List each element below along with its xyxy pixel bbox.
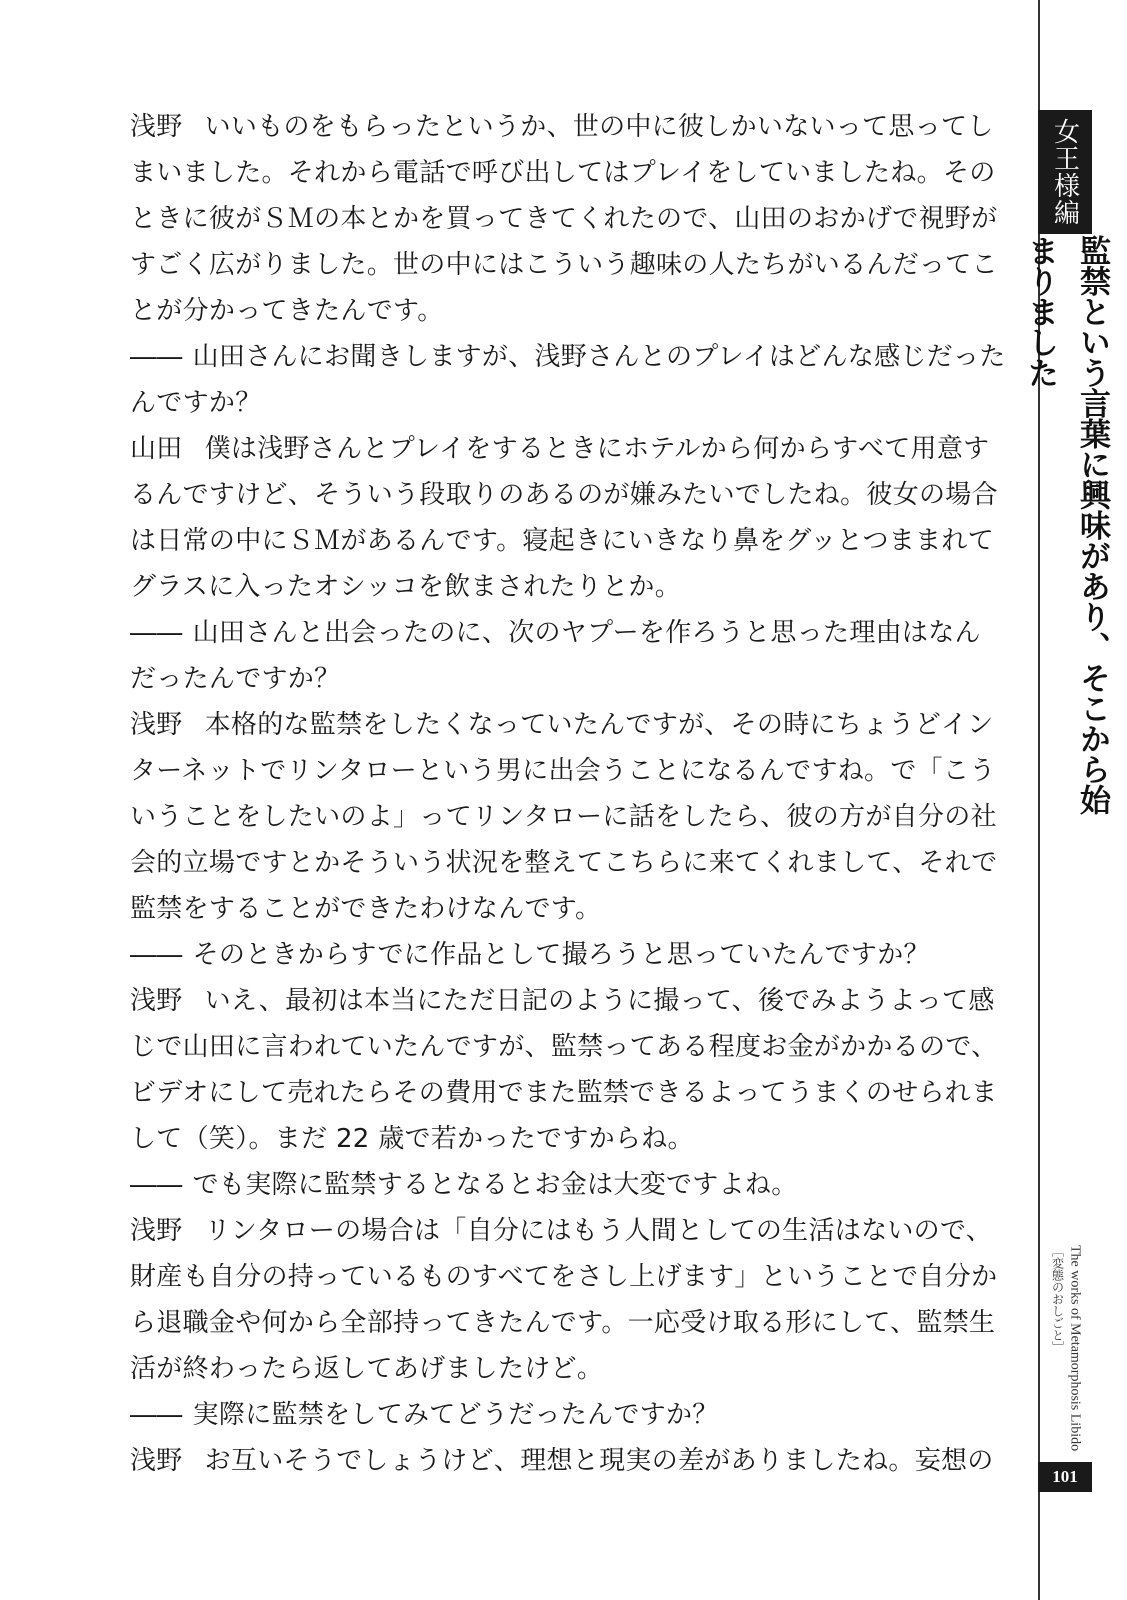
line-text: 会的立場ですとかそういう状況を整えてこちらに来てくれまして、それで xyxy=(130,848,998,878)
line-text: まいました。それから電話で呼び出してはプレイをしていましたね。その xyxy=(130,158,996,188)
chapter-title: 監禁という言葉に興味があり、そこから始まりました xyxy=(1022,235,1110,815)
text-line xyxy=(130,886,990,932)
text-line xyxy=(130,104,994,150)
line-text: でも実際に監禁するとなるとお金は大変ですよね。 xyxy=(192,1170,798,1200)
line-text: 本格的な監禁をしたくなっていたんですが、その時にちょうどイン xyxy=(204,710,994,740)
interviewer-dash: ―― xyxy=(130,1400,183,1430)
running-title-jp: ［変態のおしごと］ xyxy=(1050,1245,1065,1353)
text-line xyxy=(130,610,990,656)
speaker-name: 浅野 xyxy=(130,1216,183,1246)
line-text: ら退職金や何から全部持ってきたんです。一応受け取る形にして、監禁生 xyxy=(130,1308,996,1338)
interviewer-dash: ―― xyxy=(130,1170,183,1200)
text-line xyxy=(130,978,995,1024)
text-line xyxy=(130,380,990,426)
text-line xyxy=(130,242,998,288)
text-line xyxy=(130,1300,996,1346)
line-text: 活が終わったら返してあげましたけど。 xyxy=(130,1354,604,1384)
speaker-name: 浅野 xyxy=(130,1446,183,1476)
interviewer-dash: ―― xyxy=(130,940,183,970)
line-text: リンタローの場合は「自分にはもう人間としての生活はないので、 xyxy=(204,1216,993,1246)
text-line xyxy=(130,196,998,242)
speaker-name: 浅野 xyxy=(130,986,183,1016)
text-line xyxy=(130,840,998,886)
section-label: 女王様編 xyxy=(1049,118,1080,226)
text-line xyxy=(130,426,990,472)
line-text: グラスに入ったオシッコを飲まされたりとか。 xyxy=(130,572,682,602)
text-line xyxy=(130,748,996,794)
text-line xyxy=(130,1438,994,1484)
text-line xyxy=(130,1254,998,1300)
text-line xyxy=(130,1116,990,1162)
line-text: そのときからすでに作品として撮ろうと思っていたんですか？ xyxy=(192,940,930,970)
line-text: すごく広がりました。世の中にはこういう趣味の人たちがいるんだってこ xyxy=(130,250,998,280)
interview-body-text xyxy=(130,104,1006,1484)
text-line xyxy=(130,1162,990,1208)
text-line xyxy=(130,334,1006,380)
line-text: お互いそうでしょうけど、理想と現実の差がありましたね。妄想の xyxy=(204,1446,994,1476)
text-line xyxy=(130,288,990,334)
text-line xyxy=(130,1024,998,1070)
line-text: んですか？ xyxy=(130,388,262,418)
text-line xyxy=(130,1392,990,1438)
text-line xyxy=(130,564,990,610)
speaker-name: 浅野 xyxy=(130,112,183,142)
interviewer-dash: ―― xyxy=(130,618,183,648)
line-text: じで山田に言われていたんですが、監禁ってある程度お金がかかるので、 xyxy=(130,1032,998,1062)
chapter-title-column xyxy=(1022,235,1110,815)
line-text: 監禁をすることができたわけなんです。 xyxy=(130,894,602,924)
text-line xyxy=(130,1346,990,1392)
text-line xyxy=(130,1208,993,1254)
line-text: 財産も自分の持っているものすべてをさし上げます」ということで自分か xyxy=(130,1262,998,1292)
line-text: とが分かってきたんです。 xyxy=(130,296,444,326)
line-text: 僕は浅野さんとプレイをするときにホテルから何からすべて用意す xyxy=(204,434,990,464)
text-line xyxy=(130,518,995,564)
text-line xyxy=(130,794,997,840)
text-line xyxy=(130,656,990,702)
running-title-en: The works of Metamorphosis Libido xyxy=(1067,1245,1083,1452)
text-line xyxy=(130,702,994,748)
interviewer-dash: ―― xyxy=(130,342,183,372)
text-line xyxy=(130,932,990,978)
line-text: いいものをもらったというか、世の中に彼しかいないって思ってし xyxy=(204,112,994,142)
line-text: いうことをしたいのよ」ってリンタローに話をしたら、彼の方が自分の社 xyxy=(130,802,997,832)
text-line xyxy=(130,1070,998,1116)
speaker-name: 山田 xyxy=(130,434,183,464)
line-text: 山田さんにお聞きしますが、浅野さんとのプレイはどんな感じだった xyxy=(192,342,1006,372)
line-text: 山田さんと出会ったのに、次のヤプーを作ろうと思った理由はなん xyxy=(192,618,981,648)
line-text: ときに彼がＳＭの本とかを買ってきてくれたので、山田のおかげで視野が xyxy=(130,204,998,234)
line-text: ビデオにして売れたらその費用でまた監禁できるよってうまくのせられま xyxy=(130,1078,998,1108)
page-number-box xyxy=(1038,1462,1092,1492)
line-text: だったんですか？ xyxy=(130,664,341,694)
section-label-box xyxy=(1038,110,1092,234)
speaker-name: 浅野 xyxy=(130,710,183,740)
line-text: いえ、最初は本当にただ日記のように撮って、後でみようよって感 xyxy=(204,986,995,1016)
line-text: るんですけど、そういう段取りのあるのが嫌みたいでしたね。彼女の場合 xyxy=(130,480,998,510)
line-text: 実際に監禁をしてみてどうだったんですか？ xyxy=(192,1400,719,1430)
page-number: 101 xyxy=(1052,1467,1078,1486)
text-line xyxy=(130,150,996,196)
line-text: して（笑）。まだ 22 歳で若かったですからね。 xyxy=(130,1124,694,1154)
text-line xyxy=(130,472,998,518)
running-title-column xyxy=(1040,1245,1092,1455)
line-text: ターネットでリンタローという男に出会うことになるんですね。で「こう xyxy=(130,756,996,786)
line-text: は日常の中にＳＭがあるんです。寝起きにいきなり鼻をグッとつままれて xyxy=(130,526,995,556)
